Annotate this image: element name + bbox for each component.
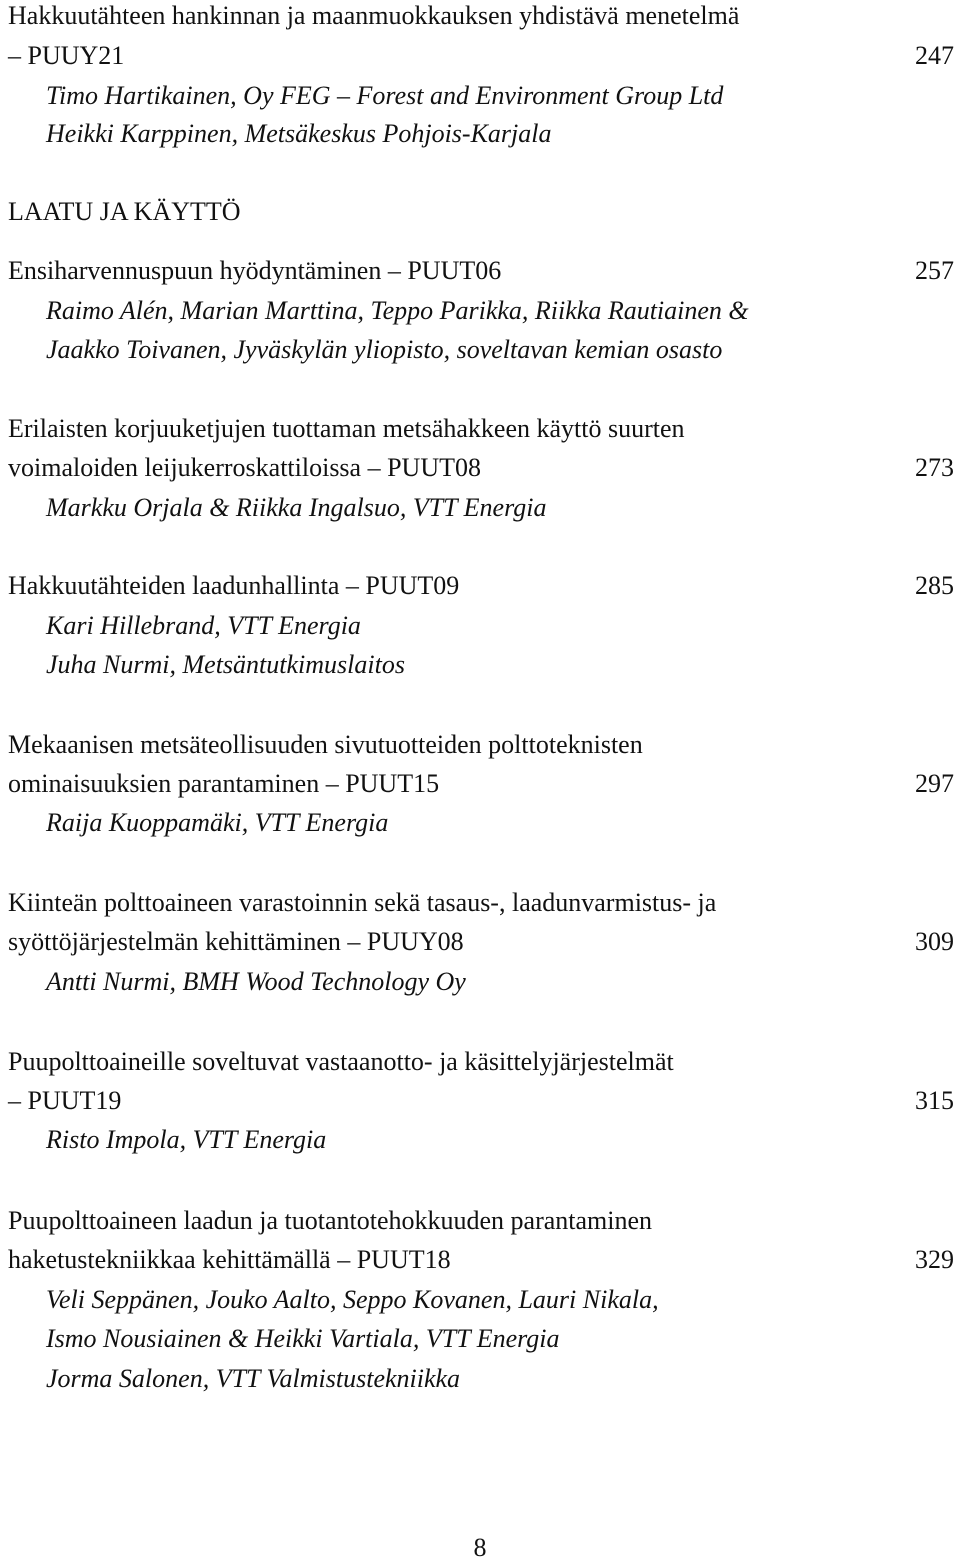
section-heading: LAATU JA KÄYTTÖ bbox=[8, 197, 241, 226]
entry-title-line: Mekaanisen metsäteollisuuden sivutuotteiden polttoteknisten bbox=[8, 730, 643, 759]
entry-title-line: – PUUY21 bbox=[8, 41, 125, 70]
entry-title-line: Ensiharvennuspuun hyödyntäminen – PUUT06 bbox=[8, 256, 502, 285]
entry-page-number: 297 bbox=[915, 769, 954, 798]
entry-title-line: voimaloiden leijukerroskattiloissa – PUUT08 bbox=[8, 453, 481, 482]
entry-author-line: Jaakko Toivanen, Jyväskylän yliopisto, soveltavan kemian osasto bbox=[46, 335, 723, 364]
entry-author-line: Antti Nurmi, BMH Wood Technology Oy bbox=[46, 967, 466, 996]
entry-title-line: Kiinteän polttoaineen varastoinnin sekä tasaus-, laadunvarmistus- ja bbox=[8, 888, 717, 917]
entry-author-line: Heikki Karppinen, Metsäkeskus Pohjois-Karjala bbox=[46, 119, 552, 148]
entry-author-line: Ismo Nousiainen & Heikki Vartiala, VTT Energia bbox=[46, 1324, 560, 1353]
entry-page-number: 315 bbox=[915, 1086, 954, 1115]
entry-title-line: ominaisuuksien parantaminen – PUUT15 bbox=[8, 769, 440, 798]
page-number-footer: 8 bbox=[473, 1533, 487, 1562]
entry-author-line: Kari Hillebrand, VTT Energia bbox=[46, 611, 361, 640]
entry-title-line: Puupolttoaineille soveltuvat vastaanotto- ja käsittelyjärjestelmät bbox=[8, 1047, 674, 1076]
entry-author-line: Raija Kuoppamäki, VTT Energia bbox=[46, 808, 389, 837]
entry-author-line: Risto Impola, VTT Energia bbox=[46, 1125, 327, 1154]
entry-author-line: Veli Seppänen, Jouko Aalto, Seppo Kovanen, Lauri Nikala, bbox=[46, 1285, 659, 1314]
entry-page-number: 309 bbox=[915, 927, 954, 956]
entry-title-line: Erilaisten korjuuketjujen tuottaman metsähakkeen käyttö suurten bbox=[8, 414, 685, 443]
entry-title-line: syöttöjärjestelmän kehittäminen – PUUY08 bbox=[8, 927, 464, 956]
entry-title-line: Puupolttoaineen laadun ja tuotantotehokkuuden parantaminen bbox=[8, 1206, 653, 1235]
entry-author-line: Raimo Alén, Marian Marttina, Teppo Parikka, Riikka Rautiainen & bbox=[46, 296, 749, 325]
entry-author-line: Markku Orjala & Riikka Ingalsuo, VTT Energia bbox=[46, 493, 547, 522]
entry-page-number: 247 bbox=[915, 41, 954, 70]
entry-title-line: – PUUT19 bbox=[8, 1086, 122, 1115]
entry-title-line: haketustekniikkaa kehittämällä – PUUT18 bbox=[8, 1245, 451, 1274]
entry-author-line: Timo Hartikainen, Oy FEG – Forest and Environment Group Ltd bbox=[46, 81, 724, 110]
entry-title-line: Hakkuutähteiden laadunhallinta – PUUT09 bbox=[8, 571, 460, 600]
entry-author-line: Juha Nurmi, Metsäntutkimuslaitos bbox=[46, 650, 405, 679]
entry-page-number: 285 bbox=[915, 571, 954, 600]
entry-page-number: 257 bbox=[915, 256, 954, 285]
entry-title-line: Hakkuutähteen hankinnan ja maanmuokkauksen yhdistävä menetelmä bbox=[8, 1, 740, 30]
entry-author-line: Jorma Salonen, VTT Valmistustekniikka bbox=[46, 1364, 461, 1393]
entry-page-number: 273 bbox=[915, 453, 954, 482]
entry-page-number: 329 bbox=[915, 1245, 954, 1274]
